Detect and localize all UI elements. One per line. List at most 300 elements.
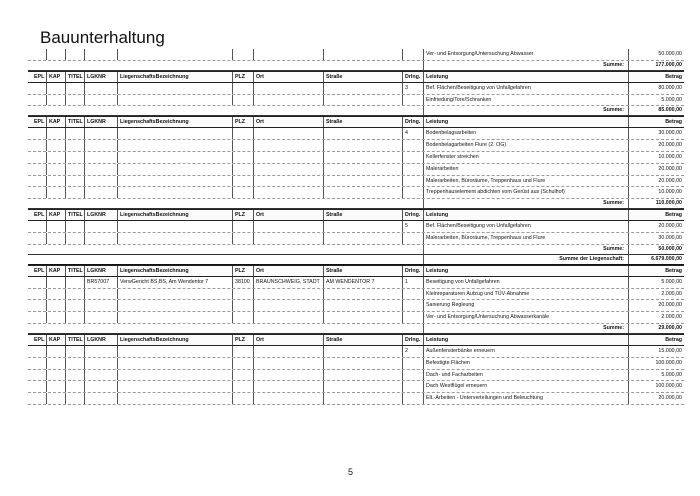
cell-plz: 38100 (232, 277, 253, 288)
cell-str-empty (323, 346, 402, 357)
table-header-row (28, 71, 684, 83)
cell-ort-empty (253, 140, 323, 151)
header-ort: Ort (253, 210, 323, 220)
cell-betrag: 50.000,00 (628, 49, 684, 60)
cell-leist: Bef. Flächen/Beseitigung von Unfallgefahren (423, 221, 628, 232)
cell-plz-empty (232, 140, 253, 151)
header-epl: EPL (34, 267, 45, 274)
cell-leist: Kleinreparaturen Aufzug und TÜV-Abnahme (423, 289, 628, 300)
table-row (28, 393, 684, 405)
cell-leist: Sanierung Regleung (423, 300, 628, 311)
cell-epl-empty (28, 83, 46, 94)
header-kap: KAP (46, 210, 65, 220)
table-row (28, 95, 684, 107)
cell-betrag: 20.000,00 (628, 393, 684, 404)
cell-ort-empty (253, 83, 323, 94)
header-lgknr: LGKNR (84, 210, 117, 220)
header-ort: Ort (253, 72, 323, 82)
cell-str-empty (323, 95, 402, 106)
cell-betrag: 20.000,00 (628, 140, 684, 151)
table-row (28, 277, 684, 289)
cell-titel-empty (65, 152, 84, 163)
cell-betrag: 5.000,00 (628, 277, 684, 288)
cell-bez-empty (117, 152, 232, 163)
cell-kap-empty (46, 300, 65, 311)
cell-betrag: 20.000,00 (628, 164, 684, 175)
cell-bez-empty (117, 49, 232, 60)
cell-kap-empty (46, 187, 65, 198)
cell-drlng-empty (402, 312, 423, 323)
cell-str-empty (323, 164, 402, 175)
cell-ort-empty (253, 233, 323, 244)
sum-row (28, 106, 684, 116)
cell-ort: BRAUNSCHWEIG, STADT (253, 277, 323, 288)
cell-str-empty (323, 300, 402, 311)
header-strasse: Straße (323, 72, 402, 82)
cell-lgknr-empty (84, 221, 117, 232)
header-kap: KAP (46, 117, 65, 127)
cell-leist: Malerarbeiten (423, 164, 628, 175)
cell-leist: Kellerfenster streichen (423, 152, 628, 163)
cell-bez-empty (117, 381, 232, 392)
cell-drlng-empty (402, 393, 423, 404)
sum-row-label: Summe: (423, 324, 628, 333)
cell-bez-empty (117, 358, 232, 369)
sum-row-label: Summe: (423, 245, 628, 254)
cell-leist: Malerarbeiten, Büroräume, Treppenhaus und Flure (423, 233, 628, 244)
cell-titel-empty (65, 289, 84, 300)
header-betrag: Betrag (628, 210, 684, 220)
cell-kap-empty (46, 312, 65, 323)
header-plz: PLZ (232, 210, 253, 220)
cell-titel-empty (65, 164, 84, 175)
cell-betrag: 100.000,00 (628, 381, 684, 392)
cell-kap-empty (46, 164, 65, 175)
cell-kap-empty (46, 277, 65, 288)
cell-betrag: 30.000,00 (628, 128, 684, 139)
header-epl: EPL (34, 336, 45, 343)
table-row (28, 221, 684, 233)
cell-ort-empty (253, 381, 323, 392)
cell-titel-empty (65, 49, 84, 60)
cell-betrag: 5.000,00 (628, 95, 684, 106)
cell-str-empty (323, 381, 402, 392)
table-header-row (28, 334, 684, 346)
cell-str-empty (323, 152, 402, 163)
cell-plz-empty (232, 312, 253, 323)
sum-row-value: 177.000,00 (628, 61, 684, 70)
header-drlng: Drlng. (402, 210, 423, 220)
sum-row (28, 61, 684, 71)
sum-row-value: 29.000,00 (628, 324, 684, 333)
cell-leist: Dach- und Facharbeiten (423, 370, 628, 381)
cell-drlng-empty (402, 164, 423, 175)
cell-ort-empty (253, 49, 323, 60)
cell-lgknr-empty (84, 176, 117, 187)
header-plz: PLZ (232, 117, 253, 127)
header-lgknr: LGKNR (84, 335, 117, 345)
cell-lgknr: BR57007 (84, 277, 117, 288)
cell-leist: Ver- und Entsorgung/Untersuchung Abwasserkanäle (423, 312, 628, 323)
cell-titel-empty (65, 358, 84, 369)
sum-row-label: Summe: (423, 61, 628, 70)
table-row (28, 381, 684, 393)
cell-betrag: 10.000,00 (628, 152, 684, 163)
cell-epl-empty (28, 233, 46, 244)
cell-epl-empty (28, 370, 46, 381)
cell-lgknr-empty (84, 346, 117, 357)
cell-bez-empty (117, 187, 232, 198)
cell-epl-empty (28, 300, 46, 311)
cell-drlng-empty (402, 300, 423, 311)
cell-drlng: 3 (402, 83, 423, 94)
header-leistung: Leistung (423, 117, 628, 127)
cell-plz-empty (232, 176, 253, 187)
cell-kap-empty (46, 370, 65, 381)
header-ort: Ort (253, 335, 323, 345)
cell-kap-empty (46, 95, 65, 106)
cell-epl-empty (28, 381, 46, 392)
cell-bez: VerwGericht BS,BS, Am Wendentor 7 (117, 277, 232, 288)
cell-betrag: 5.000,00 (628, 370, 684, 381)
cell-lgknr-empty (84, 370, 117, 381)
cell-plz-empty (232, 381, 253, 392)
sum-row (28, 199, 684, 209)
header-leistung: Leistung (423, 210, 628, 220)
header-bez: LiegenschaftsBezeichnung (117, 266, 232, 276)
cell-epl-empty (28, 346, 46, 357)
table-row (28, 164, 684, 176)
cell-epl-empty (28, 277, 46, 288)
cell-plz-empty (232, 393, 253, 404)
cell-lgknr-empty (84, 164, 117, 175)
cell-epl-empty (28, 358, 46, 369)
cell-plz-empty (232, 187, 253, 198)
header-betrag: Betrag (628, 266, 684, 276)
cell-str-empty (323, 187, 402, 198)
cell-titel-empty (65, 233, 84, 244)
cell-str-empty (323, 128, 402, 139)
cell-betrag: 20.000,00 (628, 176, 684, 187)
cell-leist: Außenfensterbänke erneuern (423, 346, 628, 357)
cell-leist: Ver- und Entsorgung/Untersuchung Abwasser (423, 49, 628, 60)
header-bez: LiegenschaftsBezeichnung (117, 117, 232, 127)
table-row (28, 152, 684, 164)
cell-lgknr-empty (84, 233, 117, 244)
cell-drlng-empty (402, 381, 423, 392)
cell-titel-empty (65, 381, 84, 392)
header-epl: EPL (34, 73, 45, 80)
cell-ort-empty (253, 221, 323, 232)
cell-plz-empty (232, 128, 253, 139)
header-titel: TITEL (65, 266, 84, 276)
cell-kap-empty (46, 140, 65, 151)
cell-betrag: 2.000,00 (628, 289, 684, 300)
cell-drlng-empty (402, 95, 423, 106)
cell-bez-empty (117, 393, 232, 404)
header-bez: LiegenschaftsBezeichnung (117, 210, 232, 220)
cell-kap-empty (46, 49, 65, 60)
page-title: Bauunterhaltung (40, 28, 165, 47)
cell-plz-empty (232, 289, 253, 300)
sum-row (28, 245, 684, 255)
cell-lgknr-empty (84, 300, 117, 311)
table-row (28, 176, 684, 188)
table-row (28, 300, 684, 312)
cell-ort-empty (253, 95, 323, 106)
header-kap: KAP (46, 266, 65, 276)
cell-epl-empty (28, 49, 46, 60)
cell-leist: Treppenhauselement abdichten vom Gerüst aus (Schulhof) (423, 187, 628, 198)
cell-titel-empty (65, 221, 84, 232)
cell-str-empty (323, 221, 402, 232)
cell-plz-empty (232, 358, 253, 369)
header-plz: PLZ (232, 72, 253, 82)
table-row (28, 233, 684, 245)
cell-leist: Beseitigung von Unfallgefahren (423, 277, 628, 288)
header-kap: KAP (46, 72, 65, 82)
cell-kap-empty (46, 358, 65, 369)
cell-plz-empty (232, 233, 253, 244)
cell-str-empty (323, 393, 402, 404)
cell-plz-empty (232, 49, 253, 60)
cell-ort-empty (253, 346, 323, 357)
cell-epl-empty (28, 393, 46, 404)
table-row (28, 312, 684, 324)
header-lgknr: LGKNR (84, 117, 117, 127)
cell-leist: Bef. Flächen/Beseitigung von Unfallgefahren (423, 83, 628, 94)
header-strasse: Straße (323, 266, 402, 276)
cell-titel-empty (65, 370, 84, 381)
cell-drlng-empty (402, 187, 423, 198)
cell-epl-empty (28, 289, 46, 300)
sum-row-label: Summe: (423, 106, 628, 115)
cell-plz-empty (232, 300, 253, 311)
cell-ort-empty (253, 152, 323, 163)
cell-ort-empty (253, 358, 323, 369)
cell-drlng: 4 (402, 128, 423, 139)
table-row (28, 128, 684, 140)
cell-ort-empty (253, 370, 323, 381)
cell-epl-empty (28, 312, 46, 323)
cell-lgknr-empty (84, 381, 117, 392)
property-sum-row-label: Summe der Liegenschaft: (423, 255, 628, 264)
cell-titel-empty (65, 140, 84, 151)
cell-lgknr-empty (84, 152, 117, 163)
cell-drlng-empty (402, 176, 423, 187)
cell-str-empty (323, 312, 402, 323)
cell-betrag: 80.000,00 (628, 83, 684, 94)
table-header-row (28, 209, 684, 221)
header-strasse: Straße (323, 117, 402, 127)
cell-titel-empty (65, 312, 84, 323)
cell-titel-empty (65, 83, 84, 94)
header-titel: TITEL (65, 72, 84, 82)
budget-table (28, 49, 684, 405)
cell-kap-empty (46, 233, 65, 244)
cell-bez-empty (117, 95, 232, 106)
header-epl: EPL (34, 119, 45, 126)
table-row (28, 358, 684, 370)
cell-betrag: 10.000,00 (628, 187, 684, 198)
header-titel: TITEL (65, 335, 84, 345)
cell-kap-empty (46, 152, 65, 163)
cell-str-empty (323, 358, 402, 369)
cell-drlng-empty (402, 370, 423, 381)
cell-betrag: 20.000,00 (628, 221, 684, 232)
cell-lgknr-empty (84, 289, 117, 300)
cell-leist: Malerarbeiten, Büroräume, Treppenhaus und Flure (423, 176, 628, 187)
cell-plz-empty (232, 370, 253, 381)
cell-epl-empty (28, 152, 46, 163)
header-betrag: Betrag (628, 335, 684, 345)
cell-titel-empty (65, 300, 84, 311)
cell-betrag: 30.000,00 (628, 233, 684, 244)
header-lgknr: LGKNR (84, 72, 117, 82)
cell-lgknr-empty (84, 358, 117, 369)
cell-epl-empty (28, 176, 46, 187)
cell-epl-empty (28, 187, 46, 198)
table-row (28, 346, 684, 358)
cell-bez-empty (117, 289, 232, 300)
cell-ort-empty (253, 176, 323, 187)
cell-str-empty (323, 370, 402, 381)
cell-titel-empty (65, 393, 84, 404)
table-row (28, 83, 684, 95)
sum-row-value: 85.000,00 (628, 106, 684, 115)
cell-drlng-empty (402, 233, 423, 244)
cell-bez-empty (117, 164, 232, 175)
table-row (28, 140, 684, 152)
header-bez: LiegenschaftsBezeichnung (117, 72, 232, 82)
cell-lgknr-empty (84, 312, 117, 323)
cell-leist: Befestigte Flächen (423, 358, 628, 369)
sum-row (28, 324, 684, 334)
cell-betrag: 15.000,00 (628, 346, 684, 357)
cell-str-empty (323, 176, 402, 187)
cell-titel-empty (65, 95, 84, 106)
cell-plz-empty (232, 95, 253, 106)
header-titel: TITEL (65, 117, 84, 127)
header-drlng: Drlng. (402, 266, 423, 276)
cell-lgknr-empty (84, 83, 117, 94)
sum-row-value: 110.000,00 (628, 199, 684, 208)
header-plz: PLZ (232, 266, 253, 276)
header-betrag: Betrag (628, 72, 684, 82)
cell-plz-empty (232, 221, 253, 232)
header-epl: EPL (34, 212, 45, 219)
cell-drlng: 2 (402, 346, 423, 357)
cell-bez-empty (117, 176, 232, 187)
cell-betrag: 20.000,00 (628, 300, 684, 311)
cell-lgknr-empty (84, 140, 117, 151)
cell-betrag: 100.000,00 (628, 358, 684, 369)
cell-bez-empty (117, 128, 232, 139)
cell-leist: Dach Westflügel erneuern (423, 381, 628, 392)
cell-titel-empty (65, 128, 84, 139)
cell-epl-empty (28, 140, 46, 151)
cell-lgknr-empty (84, 95, 117, 106)
header-betrag: Betrag (628, 117, 684, 127)
cell-epl-empty (28, 128, 46, 139)
cell-plz-empty (232, 83, 253, 94)
cell-epl-empty (28, 221, 46, 232)
cell-ort-empty (253, 187, 323, 198)
cell-epl-empty (28, 164, 46, 175)
cell-drlng-empty (402, 49, 423, 60)
cell-bez-empty (117, 140, 232, 151)
cell-leist: Elt.-Arbeiten - Unterverteilungen und Beleuchtung (423, 393, 628, 404)
cell-kap-empty (46, 176, 65, 187)
header-leistung: Leistung (423, 335, 628, 345)
cell-str: AM WENDENTOR 7 (323, 277, 402, 288)
cell-ort-empty (253, 164, 323, 175)
cell-bez-empty (117, 83, 232, 94)
cell-str-empty (323, 83, 402, 94)
cell-titel-empty (65, 277, 84, 288)
header-bez: LiegenschaftsBezeichnung (117, 335, 232, 345)
cell-drlng-empty (402, 140, 423, 151)
cell-kap-empty (46, 128, 65, 139)
cell-titel-empty (65, 346, 84, 357)
cell-plz-empty (232, 346, 253, 357)
cell-ort-empty (253, 312, 323, 323)
table-row (28, 289, 684, 301)
header-ort: Ort (253, 117, 323, 127)
cell-bez-empty (117, 300, 232, 311)
cell-bez-empty (117, 233, 232, 244)
header-leistung: Leistung (423, 72, 628, 82)
cell-ort-empty (253, 300, 323, 311)
cell-kap-empty (46, 221, 65, 232)
header-drlng: Drlng. (402, 72, 423, 82)
table-header-row (28, 265, 684, 277)
header-plz: PLZ (232, 335, 253, 345)
cell-bez-empty (117, 346, 232, 357)
cell-str-empty (323, 140, 402, 151)
page-number: 5 (348, 467, 354, 477)
cell-ort-empty (253, 128, 323, 139)
table-row (28, 49, 684, 61)
cell-bez-empty (117, 312, 232, 323)
header-lgknr: LGKNR (84, 266, 117, 276)
cell-bez-empty (117, 370, 232, 381)
cell-str-empty (323, 49, 402, 60)
cell-lgknr-empty (84, 49, 117, 60)
cell-ort-empty (253, 289, 323, 300)
cell-betrag: 2.000,00 (628, 312, 684, 323)
cell-leist: Bodenbelagsarbeiten (423, 128, 628, 139)
header-ort: Ort (253, 266, 323, 276)
cell-plz-empty (232, 164, 253, 175)
cell-drlng-empty (402, 289, 423, 300)
header-strasse: Straße (323, 335, 402, 345)
cell-str-empty (323, 289, 402, 300)
property-sum-row-value: 6.679.000,00 (628, 255, 684, 264)
header-drlng: Drlng. (402, 335, 423, 345)
cell-bez-empty (117, 221, 232, 232)
cell-lgknr-empty (84, 187, 117, 198)
header-leistung: Leistung (423, 266, 628, 276)
header-strasse: Straße (323, 210, 402, 220)
table-header-row (28, 116, 684, 128)
table-row (28, 370, 684, 382)
cell-kap-empty (46, 289, 65, 300)
cell-drlng-empty (402, 152, 423, 163)
cell-kap-empty (46, 83, 65, 94)
cell-lgknr-empty (84, 393, 117, 404)
cell-titel-empty (65, 176, 84, 187)
